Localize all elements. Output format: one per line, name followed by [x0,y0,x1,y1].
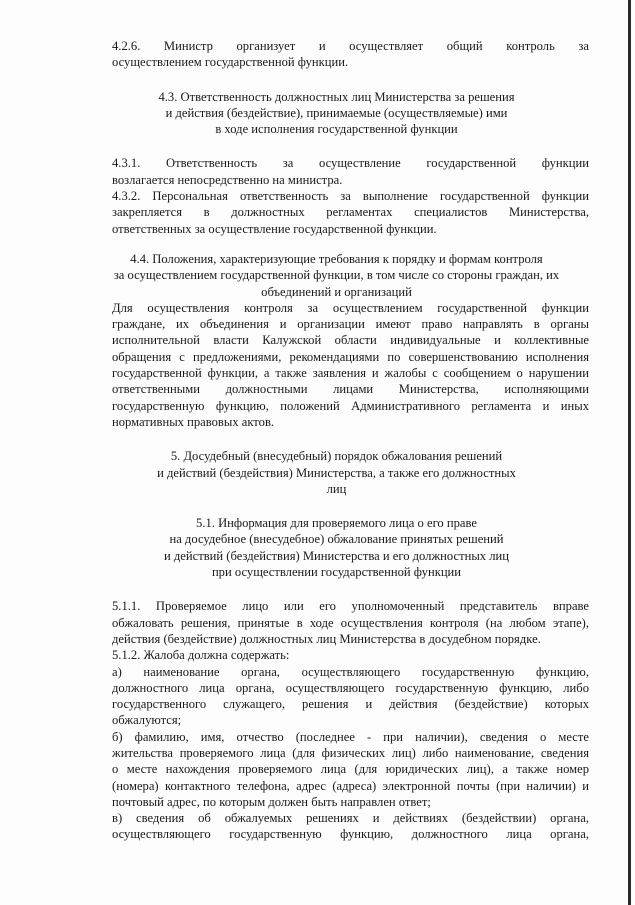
text-line: обращения с предложениями, рекомендациями по совершенствованию исполнения [112,349,589,364]
heading-line: и действий (бездействия) Министерства, а также его должностных [157,465,516,480]
text-line: ответственными должностными лицами Министерства, исполняющими [112,382,589,397]
text-line: государственного служащего, решения и действия (бездействие) которых [112,697,589,712]
paragraph-4-3-1 [84,155,589,188]
paragraph-5-1-1 [84,598,589,647]
document-content [84,38,589,843]
text-line: граждане, их объединения и организации имеют право направлять в органы [112,317,589,332]
text-line: действия (бездействие) должностных лиц Министерства в досудебном порядке. [112,631,541,646]
list-item-a [84,664,589,729]
heading-line: за осуществлением государственной функции, в том числе со стороны граждан, их [113,268,560,283]
text-line: в) сведения об обжалуемых решениях и действиях (бездействии) органа, [112,811,589,826]
heading-5-1 [84,515,589,580]
heading-line: 5.1. Информация для проверяемого лица о его праве [196,516,477,531]
heading-line: объединений и организаций [261,284,412,299]
text-line: 5.1.2. Жалоба должна содержать: [112,648,290,663]
heading-5 [84,448,589,497]
heading-line: лиц [326,481,347,496]
text-line: (номера) контактного телефона, адрес (адреса) электронной почты (при наличии) и [112,778,589,793]
heading-4-4 [84,251,589,300]
text-line: возлагается непосредственно на министра. [112,172,343,187]
heading-line: и действий (бездействия) Министерства и его должностных лиц [163,548,510,563]
scan-edge-border [628,0,631,905]
text-line: почтовый адрес, по которым должен быть направлен ответ; [112,794,431,809]
text-line: государственную функцию, положений Административного регламента и иных [112,398,589,413]
text-line: Для осуществления контроля за осуществлением государственной функции [112,300,589,315]
heading-4-3 [84,89,589,138]
text-line: а) наименование органа, осуществляющего государственную функцию, [112,664,589,679]
list-item-b [84,729,589,810]
text-line: б) фамилию, имя, отчество (последнее - при наличии), сведения о месте [112,729,589,744]
text-line: 4.2.6. Министр организует и осуществляет общий контроль за [112,39,589,53]
heading-line: при осуществлении государственной функции [211,565,462,580]
heading-line: 5. Досудебный (внесудебный) порядок обжалования решений [170,449,503,464]
text-line: о месте нахождения проверяемого лица (для юридических лиц), а также номер [112,762,589,777]
heading-line: на досудебное (внесудебное) обжалование принятых решений [169,532,504,547]
heading-line: 4.3. Ответственность должностных лиц Министерства за решения [158,89,515,104]
paragraph-5-1-2 [84,647,589,663]
text-line: обжаловать решения, принятые в ходе осуществления контроля (на любом этапе), [112,615,589,630]
text-line: закрепляется в должностных регламентах специалистов Министерства, [112,205,589,220]
text-line: обжалуются; [112,713,182,728]
heading-line: в ходе исполнения государственной функции [215,122,458,137]
paragraph-4-3-2 [84,188,589,237]
text-line: осуществлением государственной функции. [112,55,349,70]
heading-line: 4.4. Положения, характеризующие требования к порядку и формам контроля [130,251,543,266]
text-line: осуществляющего государственную функцию, должностного лица органа, [112,827,589,842]
text-line: государственной функции, а также заявления и жалобы с сообщением о нарушении [112,366,589,381]
text-line: нормативных правовых актов. [112,414,275,429]
heading-line: и действия (бездействие), принимаемые (осуществляемые) ими [165,105,508,120]
text-line: жительства проверяемого лица (для физических лиц) либо наименование, сведения [112,745,589,760]
text-line: 4.3.1. Ответственность за осуществление государственной функции [112,156,589,171]
text-line: 4.3.2. Персональная ответственность за выполнение государственной функции [112,189,589,204]
text-line: должностного лица органа, осуществляющего государственную функцию, либо [112,680,589,695]
paragraph-4-4 [84,300,589,430]
text-line: ответственных за осуществление государственной функции. [112,221,437,236]
text-line: исполнительной власти Калужской области индивидуальные и коллективные [112,333,589,348]
list-item-v [84,810,589,843]
text-line: 5.1.1. Проверяемое лицо или его уполномоченный представитель вправе [112,599,589,614]
paragraph-4-2-6 [84,38,589,71]
